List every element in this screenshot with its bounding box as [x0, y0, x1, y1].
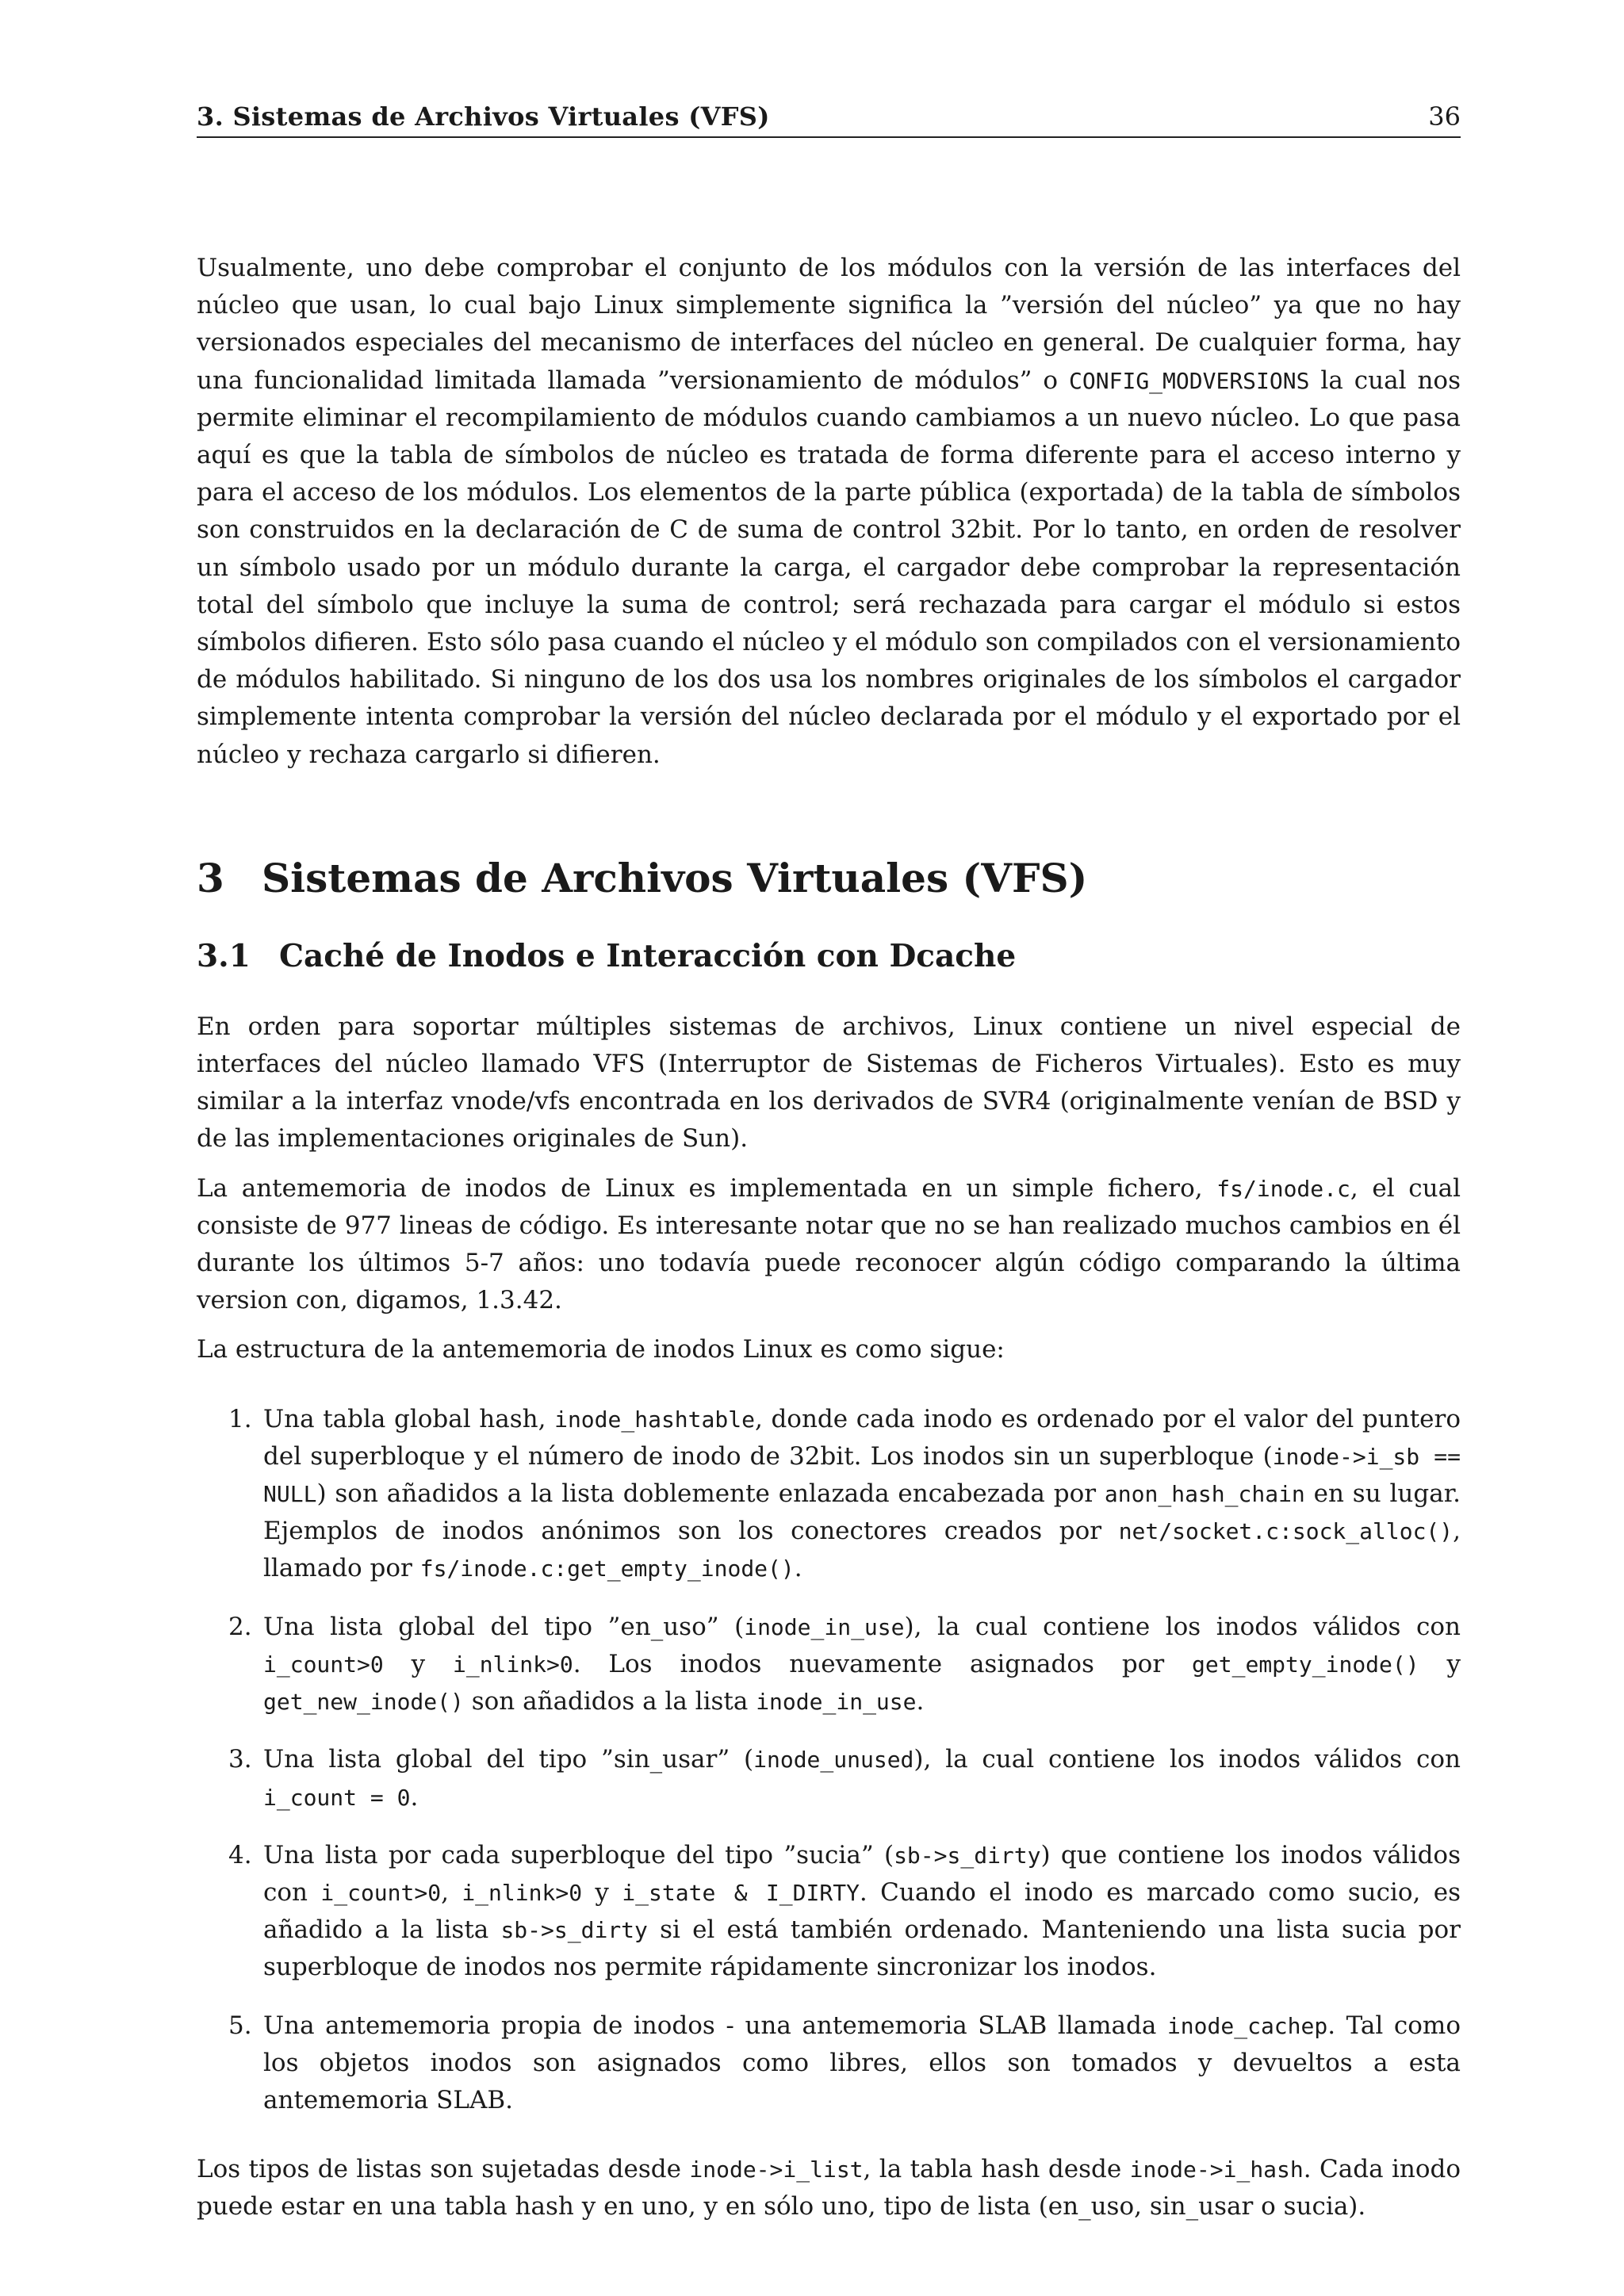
- inline-code: inode_cachep: [1166, 2012, 1328, 2039]
- inline-code: i_nlink>0: [462, 1879, 583, 1906]
- inline-code: fs/inode.c:get_empty_inode(): [419, 1556, 795, 1582]
- list-item-text: si el está también ordenado. Manteniendo una lista sucia por superbloque de inodos nos permite rápidamente sincronizar los inodos.: [263, 1915, 1461, 1982]
- list-item-number: 3.: [228, 1745, 252, 1774]
- list-item-text: en su lugar. Ejemplos de inodos anónimos son los conectores creados por: [263, 1479, 1461, 1546]
- list-item-text: ) que contiene los inodos válidos con: [263, 1840, 1461, 1907]
- list-item-text: .: [410, 1782, 419, 1812]
- paragraph-structure: La estructura de la antememoria de inodos Linux es como sigue:: [197, 1335, 1005, 1364]
- inline-code: inode_unused: [753, 1747, 914, 1774]
- inline-code: i_count = 0: [263, 1784, 411, 1811]
- intro-text-1: Usualmente, uno debe comprobar el conjunto de los módulos con la versión de las interfaces del núcleo que usan, lo cual bajo Linux simplemente significa la ”versión del núcleo” ya que no hay versionados especiales del mecanismo de interfaces del núcleo en general. De cualquier forma, hay una funcionalidad limitada llamada ”versionamiento de módulos” o: [197, 254, 1461, 395]
- document-page: [197, 101, 1461, 2226]
- inline-code: inode->i_list: [689, 2156, 864, 2183]
- closing-text-3: . Cada inodo puede estar en una tabla hash y en uno, y en sólo uno, tipo de lista (en_uso, sin_usar o sucia).: [197, 2155, 1461, 2221]
- inline-code: inode->i_hash: [1129, 2156, 1304, 2183]
- list-item: [197, 1741, 1461, 1816]
- list-item-text: , llamado por: [263, 1517, 1461, 1583]
- list-item-number: 2.: [228, 1612, 252, 1641]
- paragraph-vfs: En orden para soportar múltiples sistemas de archivos, Linux contiene un nivel especial de interfaces del núcleo llamado VFS (Interruptor de Sistemas de Ficheros Virtuales). Esto es muy similar a la interfaz vnode/vfs encontrada en los derivados de SVR4 (originalmente venían de BSD y de las implementaciones originales de Sun).: [197, 1012, 1461, 1154]
- list-item-text: Una lista global del tipo ”en_uso” (: [263, 1612, 745, 1641]
- list-item-text: y: [383, 1649, 453, 1678]
- list-item-text: . Cuando el inodo es marcado como sucio, es añadido a la lista: [263, 1877, 1461, 1945]
- inline-code: fs/inode.c: [1216, 1175, 1350, 1202]
- inline-code: i_nlink>0: [452, 1651, 573, 1678]
- list-item-text: son añadidos a la lista: [463, 1687, 756, 1716]
- list-item-text: .: [916, 1687, 925, 1716]
- inline-code: i_state & I_DIRTY: [622, 1879, 860, 1906]
- list-item-text: . Tal como los objetos inodos son asignados como libres, ellos son tomados y devueltos a esta antememoria SLAB.: [263, 2011, 1461, 2114]
- subsection-title: Caché de Inodos e Interacción con Dcache: [279, 937, 1017, 974]
- intro-text-2: la cual nos permite eliminar el recompilamiento de módulos cuando cambiamos a un nuevo núcleo. Lo que pasa aquí es que la tabla de símbolos de núcleo es tratada de forma diferente para el acceso interno y para el acceso de los módulos. Los elementos de la parte pública (exportada) de la tabla de símbolos son construidos en la declaración de C de suma de control 32bit. Por lo tanto, en orden de resolver un símbolo usado por un módulo durante la carga, el cargador debe comprobar la representación total del símbolo que incluye la suma de control; será rechazada para cargar el módulo si estos símbolos difieren. Esto sólo pasa cuando el núcleo y el módulo son compilados con el versionamiento de módulos habilitado. Si ninguno de los dos usa los nombres originales de los símbolos el cargador simplemente intenta comprobar la versión del núcleo declarada por el módulo y el exportado por el núcleo y rechaza cargarlo si difieren.: [197, 365, 1461, 769]
- inline-code: inode_in_use: [744, 1613, 905, 1640]
- inline-code: inode_in_use: [756, 1689, 917, 1716]
- list-item-text: ,: [441, 1877, 462, 1907]
- list-item: [197, 1609, 1461, 1721]
- list-item-text: ) son añadidos a la lista doblemente enlazada encabezada por: [316, 1479, 1105, 1509]
- running-header: [197, 101, 1461, 138]
- list-item-number: 4.: [228, 1840, 252, 1869]
- list-item: [197, 1401, 1461, 1588]
- page-number: 36: [1428, 101, 1461, 132]
- inline-code: anon_hash_chain: [1104, 1481, 1305, 1508]
- list-item: [197, 1837, 1461, 1987]
- intro-paragraph: [197, 250, 1461, 774]
- section-title: Sistemas de Archivos Virtuales (VFS): [262, 854, 1088, 901]
- inline-code: get_empty_inode(): [1192, 1651, 1419, 1678]
- subsection-number: 3.1: [197, 937, 251, 974]
- inline-code: i_count>0: [320, 1879, 442, 1906]
- list-item-text: y: [1419, 1649, 1461, 1678]
- list-item: [197, 2007, 1461, 2120]
- list-item-text: ), la cual contiene los inodos válidos con: [904, 1612, 1461, 1641]
- paragraph-text-1: La antememoria de inodos de Linux es implementada en un simple fichero,: [197, 1173, 1217, 1203]
- running-header-title: 3. Sistemas de Archivos Virtuales (VFS): [197, 101, 770, 132]
- inode-list: [197, 1401, 1461, 2119]
- list-item-text: ), la cual contiene los inodos válidos con: [914, 1745, 1461, 1774]
- inline-code: i_count>0: [263, 1651, 384, 1678]
- section-heading: [197, 851, 1461, 906]
- list-item-text: .: [794, 1554, 802, 1583]
- list-item-text: Una antememoria propia de inodos - una antememoria SLAB llamada: [263, 2011, 1167, 2040]
- list-item-number: 5.: [228, 2011, 252, 2040]
- list-item-number: 1.: [228, 1404, 252, 1433]
- inline-code: inode_hashtable: [554, 1406, 755, 1433]
- paragraph-text-2: , el cual consiste de 977 lineas de código. Es interesante notar que no se han realizado muchos cambios en él durante los últimos 5-7 años: uno todavía puede reconocer algún código comparando la última version con, digamos, 1.3.42.: [197, 1173, 1461, 1315]
- inline-code: net/socket.c:sock_alloc(): [1118, 1518, 1454, 1545]
- closing-text-2: , la tabla hash desde: [863, 2155, 1130, 2184]
- subsection-heading: [197, 933, 1461, 979]
- section-number: 3: [197, 854, 224, 901]
- list-item-text: , donde cada inodo es ordenado por el valor del puntero del superbloque y el número de inodo de 32bit. Los inodos sin un superbloque (: [263, 1404, 1461, 1471]
- list-item-text: Una lista global del tipo ”sin_usar” (: [263, 1745, 754, 1774]
- list-item-text: Una lista por cada superbloque del tipo ”sucia” (: [263, 1840, 894, 1869]
- list-item-text: Una tabla global hash,: [263, 1404, 555, 1433]
- inline-code: sb->s_dirty: [894, 1842, 1041, 1869]
- inline-code: get_new_inode(): [263, 1689, 464, 1716]
- inline-code: CONFIG_MODVERSIONS: [1069, 367, 1310, 394]
- list-item-text: . Los inodos nuevamente asignados por: [573, 1649, 1193, 1678]
- closing-paragraph: [197, 2151, 1461, 2225]
- inline-code: inode->i_sb == NULL: [263, 1443, 1461, 1508]
- closing-text-1: Los tipos de listas son sujetadas desde: [197, 2155, 690, 2184]
- list-item-text: y: [582, 1877, 622, 1907]
- inline-code: sb->s_dirty: [500, 1917, 648, 1944]
- paragraph-inode-cache: [197, 1170, 1461, 1320]
